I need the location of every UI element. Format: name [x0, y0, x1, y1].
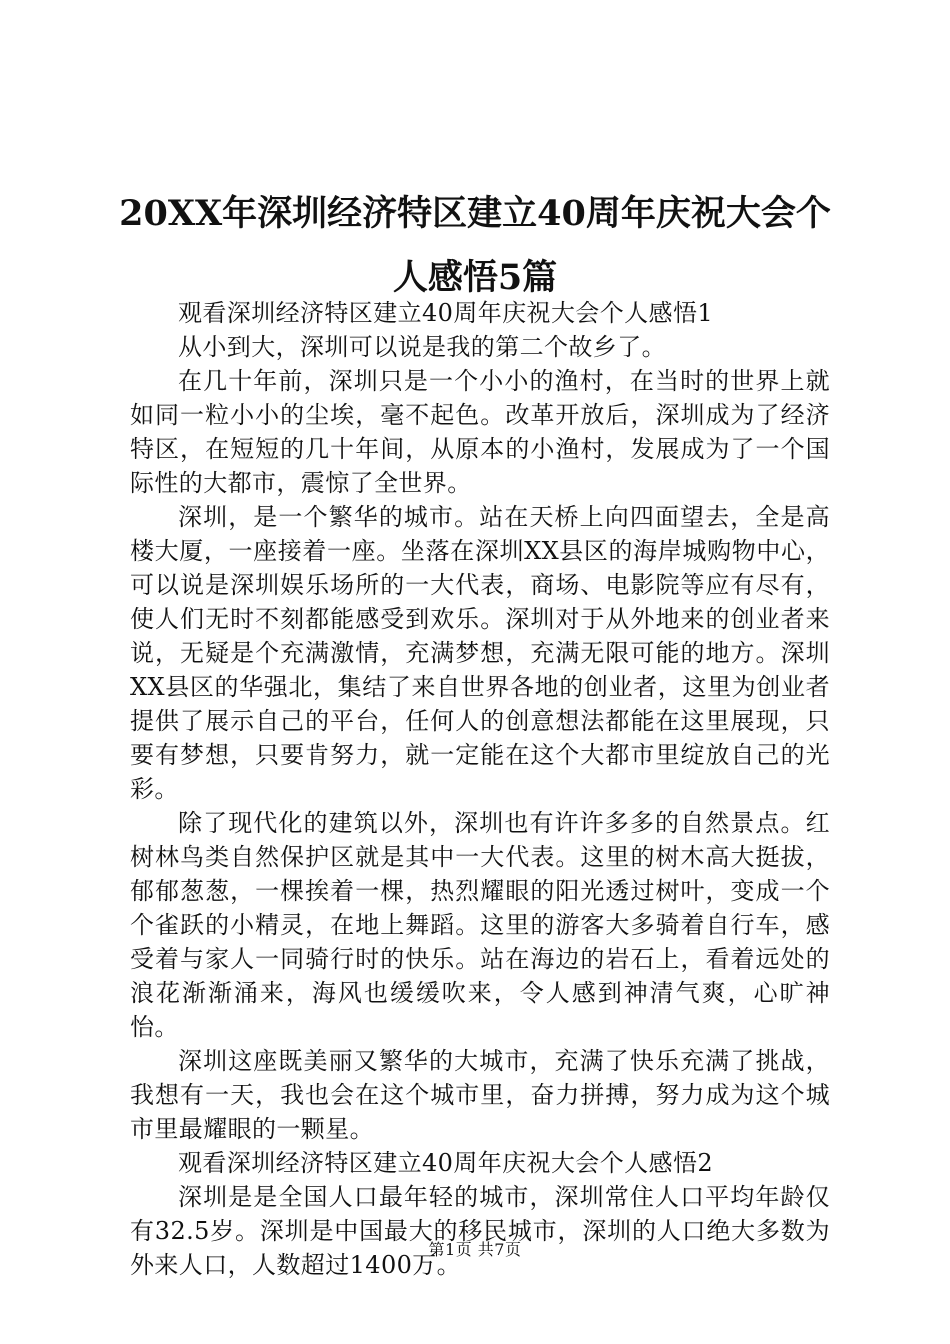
paragraph: 在几十年前，深圳只是一个小小的渔村，在当时的世界上就如同一粒小小的尘埃，毫不起色。改革开放后，深圳成为了经济特区，在短短的几十年间，从原本的小渔村，发展成为了一个国际性的大都市，震惊了全世界。: [130, 367, 830, 497]
paragraph: 深圳是是全国人口最年轻的城市，深圳常住人口平均年龄仅有32.5岁。深圳是中国最大的移民城市，深圳的人口绝大多数为外来人口，人数超过1400万。: [130, 1183, 830, 1279]
document-title: 20XX年深圳经济特区建立40周年庆祝大会个人感悟5篇: [119, 193, 831, 298]
document-body: [130, 296, 830, 1282]
page-number-footer: 第1页 共7页: [428, 1240, 522, 1259]
paragraph: 深圳，是一个繁华的城市。站在天桥上向四面望去，全是高楼大厦，一座接着一座。坐落在深圳XX县区的海岸城购物中心，可以说是深圳娱乐场所的一大代表，商场、电影院等应有尽有，使人们无时不刻都能感受到欢乐。深圳对于从外地来的创业者来说，无疑是个充满激情，充满梦想，充满无限可能的地方。深圳XX县区的华强北，集结了来自世界各地的创业者，这里为创业者提供了展示自己的平台，任何人的创意想法都能在这里展现，只要有梦想，只要肯努力，就一定能在这个大都市里绽放自己的光彩。: [130, 503, 830, 803]
section-heading-2: 观看深圳经济特区建立40周年庆祝大会个人感悟2: [178, 1149, 714, 1177]
paragraph: 除了现代化的建筑以外，深圳也有许许多多的自然景点。红树林鸟类自然保护区就是其中一大代表。这里的树木高大挺拔，郁郁葱葱，一棵挨着一棵，热烈耀眼的阳光透过树叶，变成一个个雀跃的小精灵，在地上舞蹈。这里的游客大多骑着自行车，感受着与家人一同骑行时的快乐。站在海边的岩石上，看着远处的浪花渐渐涌来，海风也缓缓吹来，令人感到神清气爽，心旷神怡。: [130, 809, 830, 1041]
paragraph: 深圳这座既美丽又繁华的大城市，充满了快乐充满了挑战，我想有一天，我也会在这个城市里，奋力拼搏，努力成为这个城市里最耀眼的一颗星。: [130, 1047, 830, 1143]
paragraph: 从小到大，深圳可以说是我的第二个故乡了。: [178, 333, 666, 361]
section-heading-1: 观看深圳经济特区建立40周年庆祝大会个人感悟1: [178, 299, 714, 327]
